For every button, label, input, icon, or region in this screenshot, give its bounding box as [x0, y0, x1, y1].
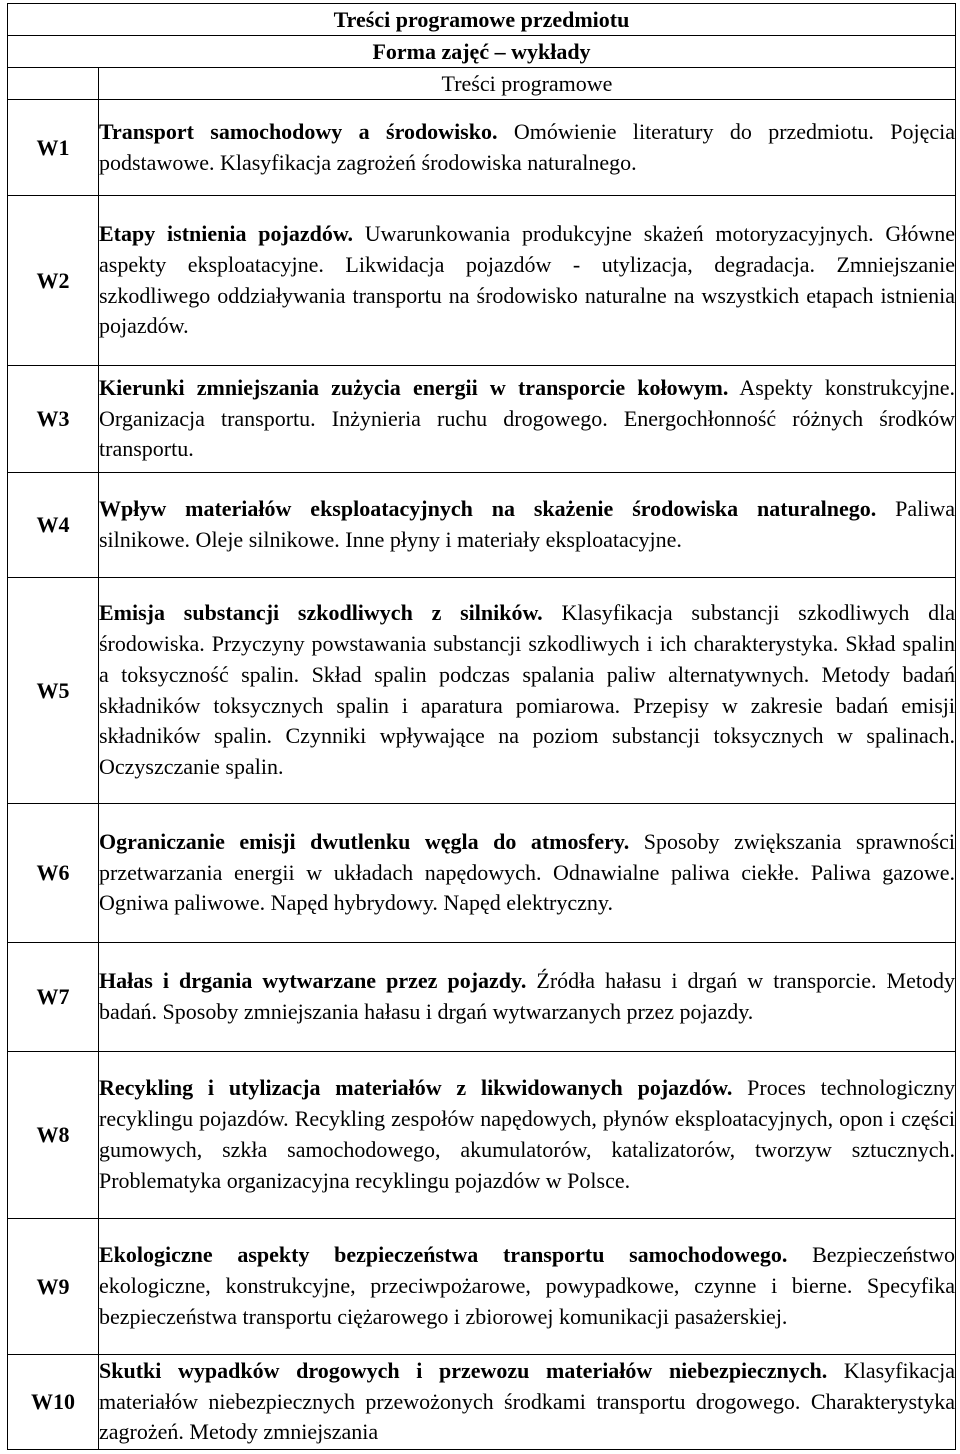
content-column-header: Treści programowe [99, 68, 956, 100]
lecture-code: W2 [8, 196, 99, 366]
table-row [8, 366, 956, 473]
lecture-topic: Transport samochodowy a środowisko. [99, 118, 498, 144]
lecture-code: W8 [8, 1052, 99, 1219]
header-row-form [8, 36, 956, 68]
lecture-code: W10 [8, 1355, 99, 1450]
lecture-content [99, 100, 956, 196]
table-row [8, 1052, 956, 1219]
header-row-title [8, 4, 956, 36]
lecture-content [99, 943, 956, 1052]
lecture-content [99, 804, 956, 943]
lecture-content [99, 1355, 956, 1450]
lecture-code: W3 [8, 366, 99, 473]
table-row [8, 1219, 956, 1355]
lecture-topic: Ograniczanie emisji dwutlenku węgla do atmosfery. [99, 828, 630, 854]
lecture-details: Klasyfikacja substancji szkodliwych dla środowiska. Przyczyny powstawania substancji szkodliwych i ich charakterystyka. Skład spalin a toksyczność spalin. Skład spalin podczas spalania paliw alternatywnych. Metody badań składników toksycznych spalin i aparatura pomiarowa. Przepisy w zakresie badań emisji składników spalin. Czynniki wpływające na poziom substancji toksycznych w spalinach. Oczyszczanie spalin. [99, 600, 955, 780]
lecture-details: Omówienie literatury do przedmiotu. Pojęcia podstawowe. Klasyfikacja zagrożeń środowiska naturalnego. [99, 118, 955, 175]
lecture-details: Źródła hałasu i drgań w transporcie. Metody badań. Sposoby zmniejszania hałasu i drgań wytwarzanych przez pojazdy. [99, 968, 955, 1024]
lecture-code: W4 [8, 473, 99, 578]
lecture-content [99, 578, 956, 804]
lecture-form-heading: Forma zajęć – wykłady [8, 36, 956, 68]
lecture-topic: Kierunki zmniejszania zużycia energii w transporcie kołowym. [99, 374, 729, 400]
lecture-topic: Wpływ materiałów eksploatacyjnych na skażenie środowiska naturalnego. [99, 496, 877, 522]
lecture-content [99, 1219, 956, 1355]
lecture-code: W5 [8, 578, 99, 804]
lecture-topic: Recykling i utylizacja materiałów z likwidowanych pojazdów. [99, 1075, 733, 1101]
header-row-column [8, 68, 956, 100]
lecture-code: W9 [8, 1219, 99, 1355]
lecture-details: Klasyfikacja materiałów niebezpiecznych przewożonych środkami transportu drogowego. Charakterystyka zagrożeń. Metody zmniejszania [99, 1357, 956, 1445]
lecture-details: Bezpieczeństwo ekologiczne, konstrukcyjne, przeciwpożarowe, powypadkowe, czynne i bierne. Specyfika bezpieczeństwa transportu ciężarowego i zbiorowej komunikacji pasażerskiej. [99, 1242, 955, 1329]
lecture-details: Proces technologiczny recyklingu pojazdów. Recykling zespołów napędowych, płynów eksploatacyjnych, opon i części gumowych, szkła samochodowego, akumulatorów, katalizatorów, tworzyw sztucznych. Problematyka organizacyjna recyklingu pojazdów w Polsce. [99, 1075, 955, 1193]
table-row [8, 578, 956, 804]
lecture-details: Paliwa silnikowe. Oleje silnikowe. Inne płyny i materiały eksploatacyjne. [99, 496, 955, 552]
lecture-topic: Hałas i drgania wytwarzane przez pojazdy. [99, 968, 527, 994]
lecture-content [99, 473, 956, 578]
lecture-code: W6 [8, 804, 99, 943]
lecture-content [99, 366, 956, 473]
lecture-topic: Skutki wypadków drogowych i przewozu materiałów niebezpiecznych. [99, 1357, 828, 1383]
lecture-details: Sposoby zwiększania sprawności przetwarzania energii w układach napędowych. Odnawialne paliwa ciekłe. Paliwa gazowe. Ogniwa paliwowe. Napęd hybrydowy. Napęd elektryczny. [99, 828, 955, 916]
table-row [8, 196, 956, 366]
lecture-code: W1 [8, 100, 99, 196]
syllabus-table [7, 3, 956, 1450]
table-row [8, 804, 956, 943]
code-column-header [8, 68, 99, 100]
lecture-topic: Etapy istnienia pojazdów. [99, 220, 353, 246]
table-title: Treści programowe przedmiotu [8, 4, 956, 36]
lecture-code: W7 [8, 943, 99, 1052]
table-row [8, 943, 956, 1052]
lecture-content [99, 1052, 956, 1219]
lecture-details: Aspekty konstrukcyjne. Organizacja transportu. Inżynieria ruchu drogowego. Energochłonność różnych środków transportu. [99, 374, 955, 462]
table-row [8, 473, 956, 578]
table-row [8, 100, 956, 196]
lecture-details: Uwarunkowania produkcyjne skażeń motoryzacyjnych. Główne aspekty eksploatacyjne. Likwidacja pojazdów - utylizacja, degradacja. Zmniejszanie szkodliwego oddziaływania transportu na środowisko naturalne na wszystkich etapach istnienia pojazdów. [99, 220, 955, 339]
lecture-topic: Emisja substancji szkodliwych z silników. [99, 600, 543, 626]
lecture-content [99, 196, 956, 366]
lecture-topic: Ekologiczne aspekty bezpieczeństwa transportu samochodowego. [99, 1242, 788, 1268]
table-row [8, 1355, 956, 1450]
